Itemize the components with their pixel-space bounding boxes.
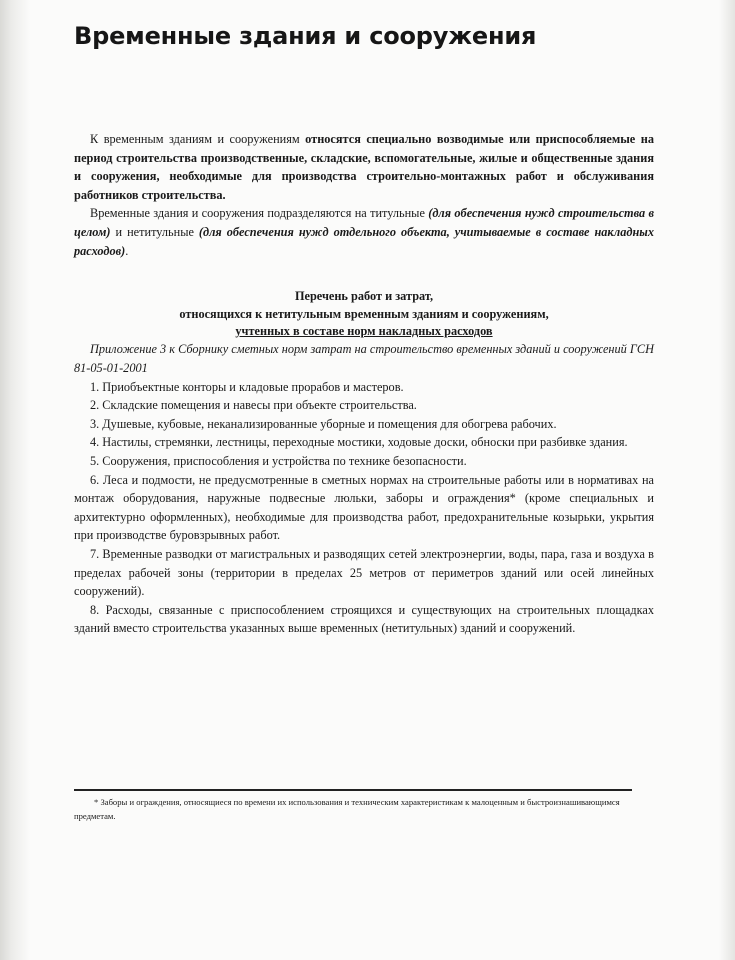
body-text (74, 130, 654, 638)
paragraph-definition (74, 130, 654, 204)
list-heading-line-3: учтенных в составе норм накладных расходов (235, 323, 493, 338)
paragraph-classification-end: . (125, 243, 129, 258)
list-item: 8. Расходы, связанные с приспособлением строящихся и существующих на строительных площадках зданий вместо строительства указанных выше временных (нетитульных) зданий и сооружений. (74, 602, 654, 636)
list-item: 7. Временные разводки от магистральных и разводящих сетей электроэнергии, воды, пара, газа и воздуха в пределах рабочей зоны (территории в пределах 25 метров от периметров зданий или осей линейных сооружений). (74, 546, 654, 599)
paragraph-definition-lead: К временным зданиям и сооружениям (90, 132, 306, 146)
paragraph-definition-bold: относятся специально возводимые или приспособляемые на период строительства производственные, складские, вспомогательные, жилые и общественные здания и сооружения, необходимые для производства строительно-монтажных работ и обслуживания работников строительства. (74, 132, 654, 202)
expense-list (74, 378, 654, 638)
footnote (74, 795, 632, 823)
page-title: Временные здания и сооружения (74, 22, 537, 50)
source-reference: Приложение 3 к Сборнику сметных норм затрат на строительство временных зданий и сооружений ГСН 81-05-01-2001 (74, 342, 654, 375)
list-item: 6. Леса и подмости, не предусмотренные в сметных нормах на строительные работы или в нормативах на монтаж оборудования, наружные подвесные люльки, заборы и ограждения* (кроме специальных и архитектурно оформленных), необходимые для производства работ, предохранительные козырьки, укрытия при производстве буровзрывных работ. (74, 472, 654, 543)
paragraph-classification-nontitular: (для обеспечения нужд отдельного объекта, учитываемые в составе накладных расходов) (74, 224, 654, 258)
footnote-divider (74, 789, 632, 791)
list-item: 1. Приобъектные конторы и кладовые прорабов и мастеров. (90, 379, 404, 394)
list-heading-line-2: относящихся к нетитульным временным зданиям и сооружениям, (179, 306, 549, 321)
paragraph-classification-lead: Временные здания и сооружения подразделяются на титульные (90, 206, 429, 221)
paragraph-classification-titular: (для обеспечения нужд строительства в целом) (74, 206, 654, 239)
list-item: 4. Настилы, стремянки, лестницы, переходные мостики, ходовые доски, обноски при разбивке здания. (90, 435, 628, 450)
paragraph-classification-mid: и нетитульные (110, 224, 199, 239)
list-item: 3. Душевые, кубовые, неканализированные уборные и помещения для обогрева рабочих. (90, 416, 557, 431)
list-item: 2. Складские помещения и навесы при объекте строительства. (90, 398, 417, 413)
scan-shadow-right (719, 0, 735, 960)
list-item: 5. Сооружения, приспособления и устройства по технике безопасности. (90, 453, 467, 468)
scan-shadow-left (0, 0, 30, 960)
footnote-text: * Заборы и ограждения, относящиеся по времени их использования и техническим характеристикам к малоценным и быстроизнашивающимся предметам. (74, 797, 620, 821)
paragraph-classification (74, 204, 654, 260)
list-heading (74, 288, 654, 340)
list-heading-line-1: Перечень работ и затрат, (294, 289, 434, 304)
